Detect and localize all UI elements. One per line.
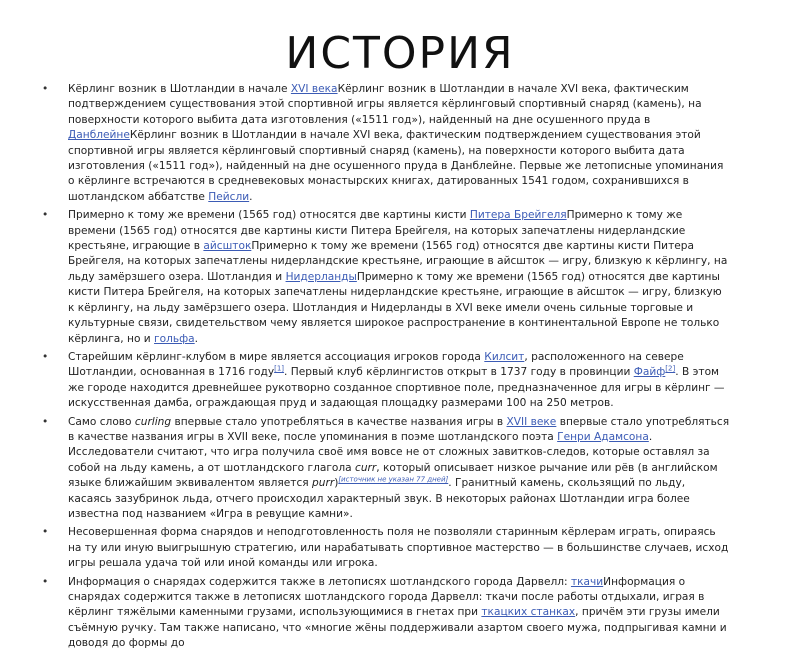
italic-term: purr xyxy=(312,477,335,490)
footnote-source-missing[interactable]: [источник не указан 77 дней] xyxy=(338,475,449,484)
text: Информация о снарядах содержится также в летописях шотландского города Дарвелл: ткачи после работы отдыхали, играя в кёрлинг тяжёлыми каменными грузами, использующимися в гнетах при xyxy=(68,575,705,619)
text: . В этом же городе находится древнейшее рукотворно созданное спортивное поле, предназначенное для игры в кёрлинг — искусственная дамба, ограждающая пруд и задающая площадку размерами 100 на 250 метров. xyxy=(68,366,725,410)
bullet-list xyxy=(40,82,730,652)
text: ) xyxy=(334,477,339,490)
list-item xyxy=(68,525,730,571)
list-item xyxy=(68,350,730,412)
link-weavers[interactable]: ткачи xyxy=(570,575,604,588)
text: впервые стало употребляться в качестве названия игры в XVII веке, после упоминания в поэме шотландского поэта xyxy=(68,415,730,443)
link-henry-adamson[interactable]: Генри Адамсона xyxy=(557,430,649,443)
text: . xyxy=(249,190,253,203)
text: Кёрлинг возник в Шотландии в начале XVI века, фактическим подтверждением существования этой спортивной игры является кёрлинговый спортивный снаряд (камень), на поверхности которого выбита дата изготовления («1511 год»), найденный на дне осушенного пруда в xyxy=(68,83,702,126)
text: Примерно к тому же времени (1565 год) относятся две картины кисти Питера Брейгеля, на которых запечатлены нидерландские крестьяне, играющие в айсшток — игру, близкую к кёрлингу, на льду замёрзшего озера. Шотландия и Нидерланды в XVI веке имели очень сильные торговые и культурные связи, свидетельством чему является широкое распространение в континентальной Европе не только кёрлинга, но и xyxy=(68,270,722,345)
slide-content xyxy=(40,82,730,655)
text: . Первый клуб кёрлингистов открыт в 1737 году в провинции xyxy=(284,366,634,379)
italic-term: curling xyxy=(134,415,172,428)
text: Кёрлинг возник в Шотландии в начале XVI века, фактическим подтверждением существования этой спортивной игры является кёрлинговый спортивный снаряд (камень), на поверхности которого выбита дата изготовления («1511 год»), найденный на дне осушенного пруда в Данблейне. Первые же летописные упоминания о кёрлинге встречаются в средневековых монастырских книгах, датированных 1541 годом, сохранившихся в шотландском аббатстве xyxy=(68,129,724,203)
text: Примерно к тому же времени (1565 год) относятся две картины кисти Питера Брейгеля, на которых запечатлены нидерландские крестьяне, играющие в xyxy=(68,209,686,253)
text: , расположенного на севере Шотландии, основанная в 1716 году xyxy=(68,350,684,379)
link-paisley[interactable]: Пейсли xyxy=(208,190,250,203)
text: . Исследователи считают, что игра получила своё имя вовсе не от сложных завитков-следов, которые оставлял за собой на льду камень, а от шотландского глагола xyxy=(68,430,710,474)
link-fife[interactable]: Файф xyxy=(633,366,666,379)
text: Примерно к тому же времени (1565 год) относятся две картины кисти xyxy=(68,209,470,222)
text: . Гранитный камень, скользящий по льду, касаясь зазубринок льда, отчего происходил характерный звук. В некоторых районах Шотландии игра более известна под названием «Игра в ревущие камни». xyxy=(68,477,690,520)
text: впервые стало употребляться в качестве названия игры в xyxy=(171,415,507,428)
link-looms[interactable]: ткацких станках xyxy=(481,606,576,619)
link-pieter-bruegel[interactable]: Питера Брейгеля xyxy=(469,209,567,222)
link-netherlands[interactable]: Нидерланды xyxy=(285,270,357,283)
link-dunblane[interactable]: Данблейне xyxy=(68,129,130,142)
text: Информация о снарядах содержится также в летописях шотландского города Дарвелл: xyxy=(68,575,571,588)
text: Примерно к тому же времени (1565 год) относятся две картины кисти Питера Брейгеля, на которых запечатлены нидерландские крестьяне, играющие в айсшток — игру, близкую к кёрлингу, на льду замёрзшего озера. Шотландия и xyxy=(68,240,728,283)
slide-title: ИСТОРИЯ xyxy=(285,28,515,79)
link-xvi-century[interactable]: XVI века xyxy=(290,83,338,95)
link-kilsyth[interactable]: Килсит xyxy=(484,350,525,363)
text: Кёрлинг возник в Шотландии в начале xyxy=(68,83,291,95)
footnote-1[interactable]: [1] xyxy=(274,364,285,373)
text: . xyxy=(194,332,199,345)
text: Старейшим кёрлинг-клубом в мире является ассоциация игроков города xyxy=(68,350,485,363)
text: Само слово xyxy=(68,415,135,428)
list-item xyxy=(68,415,730,523)
link-eisstock[interactable]: айсшток xyxy=(203,240,252,253)
italic-term: curr xyxy=(355,461,377,474)
text: , причём эти грузы имели съёмную ручку. Там также написано, что «многие жёны поддерживали азартом своего мужа, подпрыгивая камни и доводя до формы до xyxy=(68,606,727,650)
text: , который описывает низкое рычание или рёв (в английском языке ближайшим эквивалентом является xyxy=(68,461,718,490)
link-golf[interactable]: гольфа xyxy=(154,332,195,345)
list-item xyxy=(68,82,730,205)
footnote-2[interactable]: [2] xyxy=(665,364,676,373)
list-item xyxy=(68,575,730,652)
link-xvii-century[interactable]: XVII веке xyxy=(506,415,557,428)
text: Несовершенная форма снарядов и неподготовленность поля не позволяли старинным кёрлерам играть, опираясь на ту или иную выигрышную стратегию, или нарабатывать спортивное мастерство — в большинстве случаев, исход игры решала удача той или иной команды или игрока. xyxy=(68,526,729,570)
list-item xyxy=(68,208,730,347)
